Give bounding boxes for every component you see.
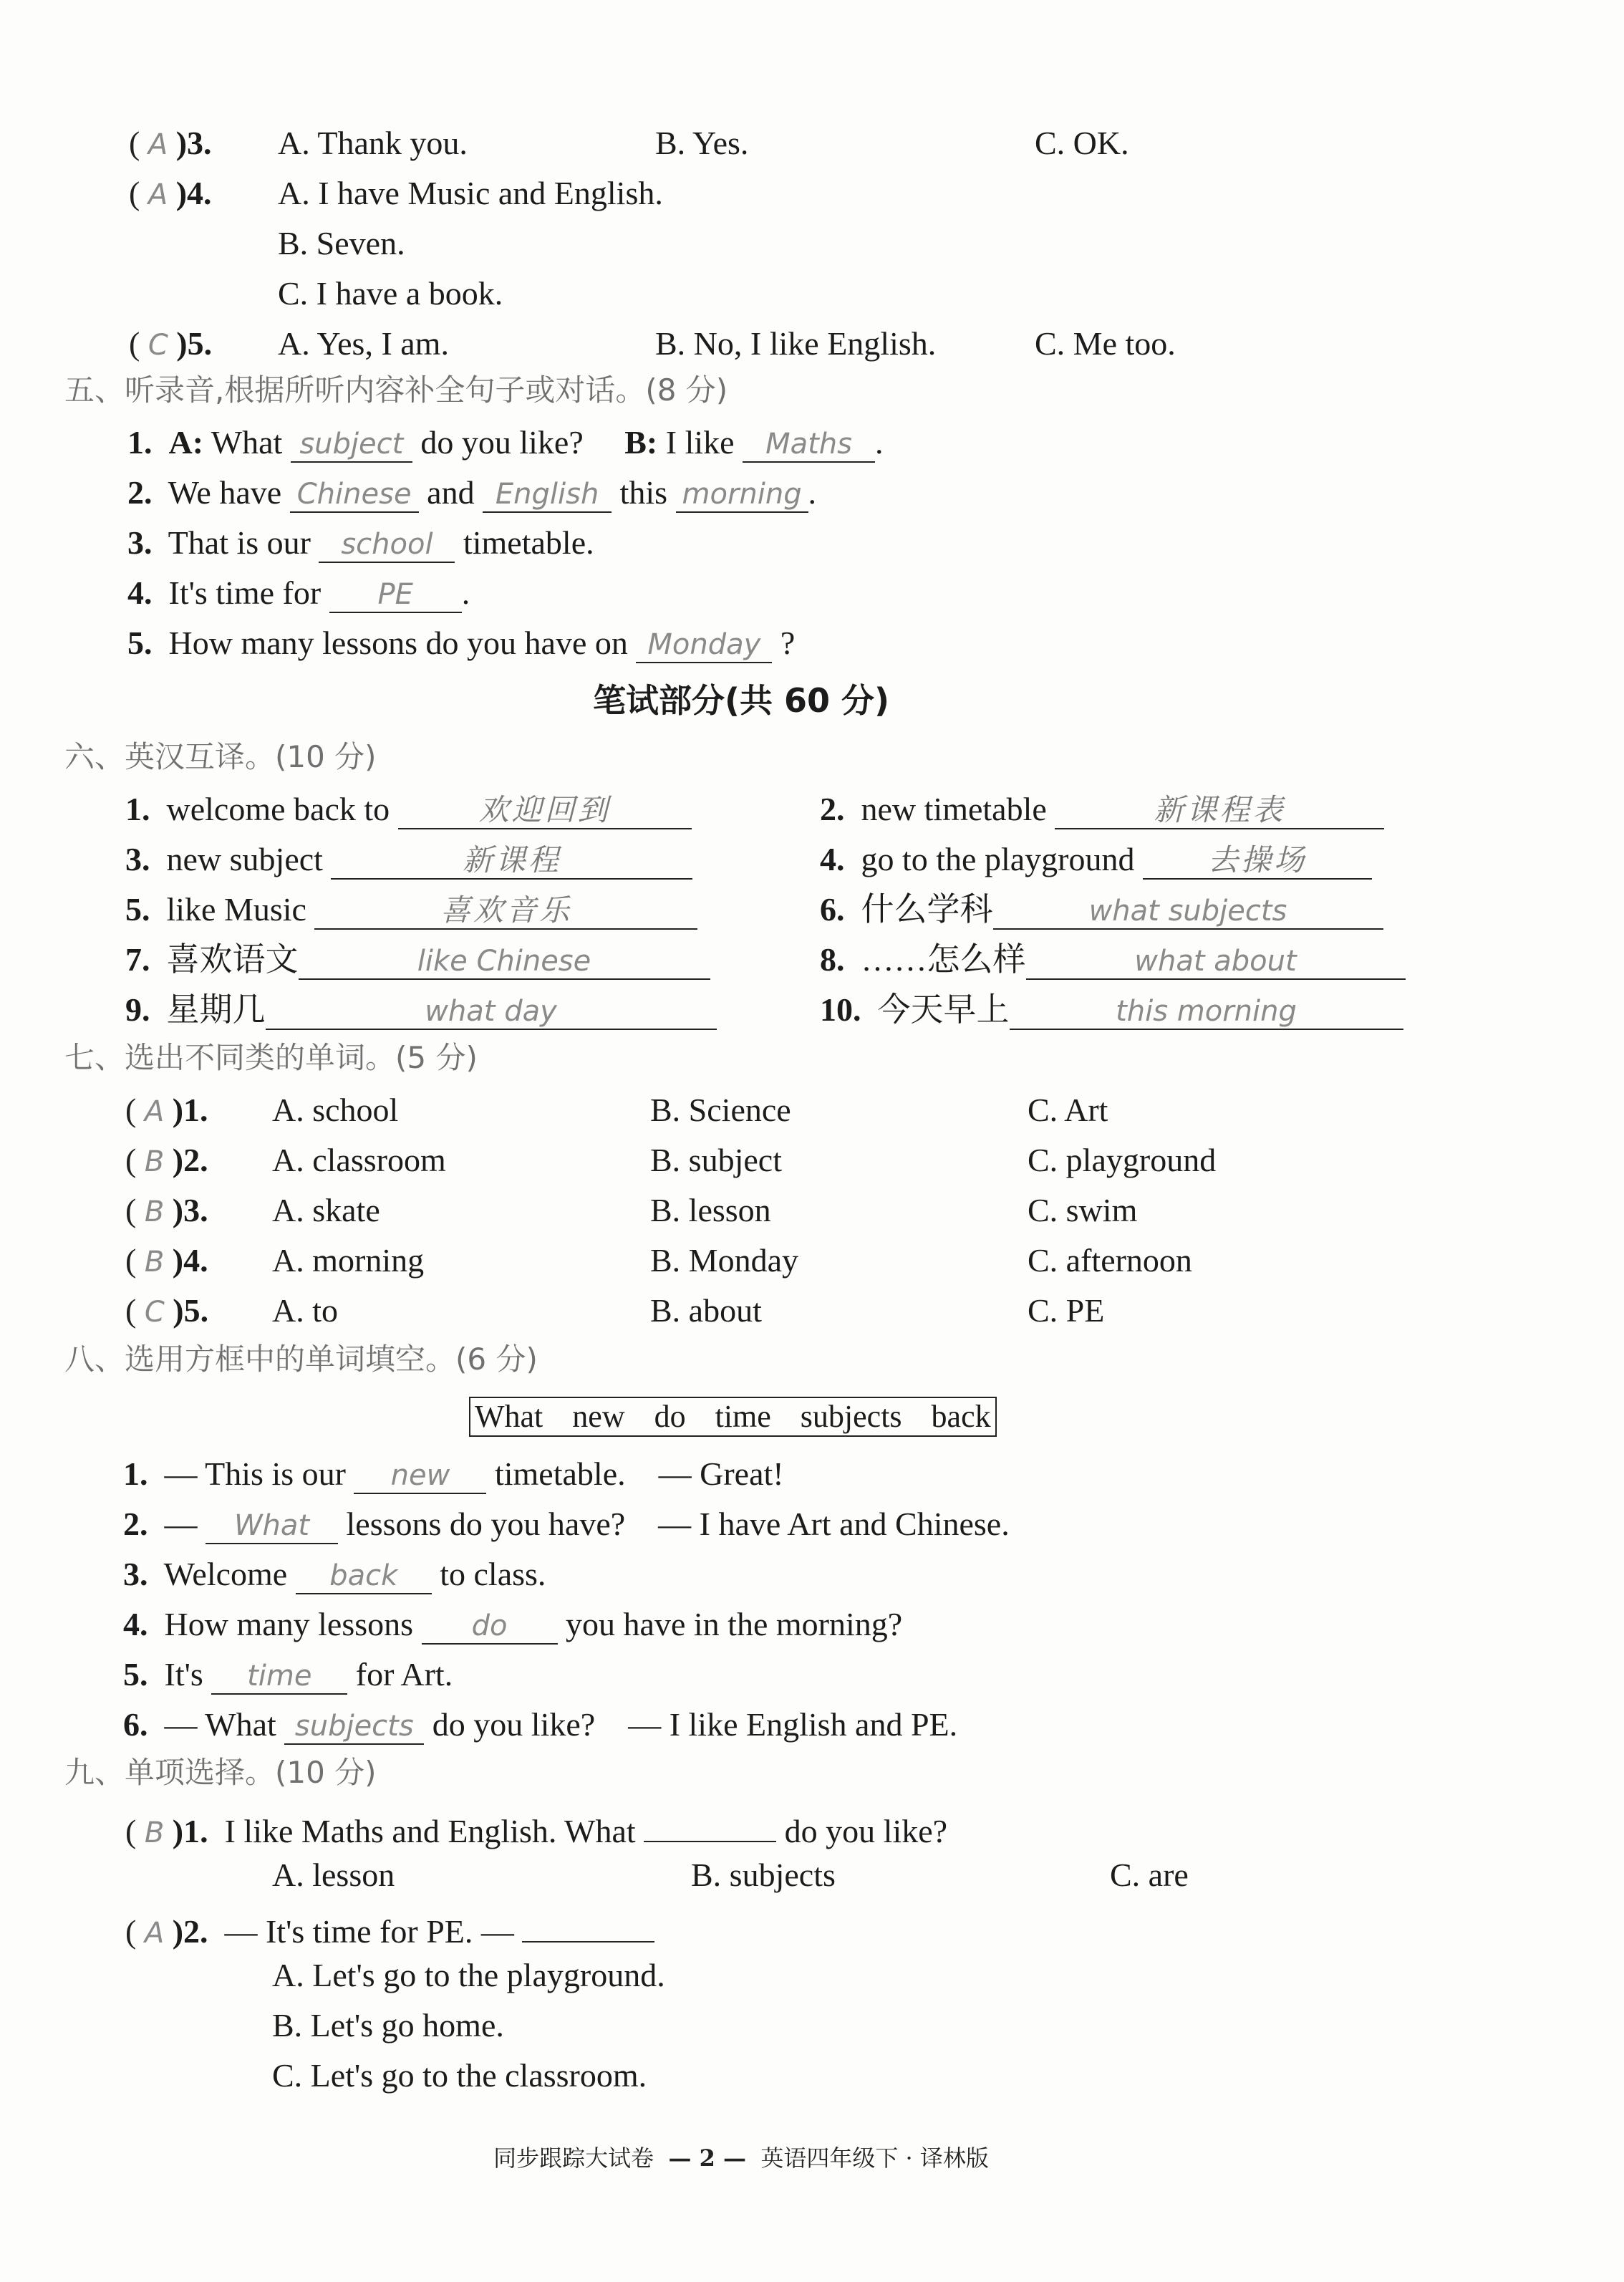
- s9-question-1: ( B )1. I like Maths and English. What do you like?: [125, 1804, 947, 1854]
- s5-question-4: 4. It's time for PE .: [127, 572, 470, 615]
- s7-item-5: ( C )5.: [125, 1292, 209, 1329]
- section-6-title: 六、英汉互译。(10 分): [64, 739, 377, 774]
- s6-item-7: 7. 喜欢语文 like Chinese: [125, 938, 710, 981]
- s4-option-c: C. I have a book.: [278, 275, 503, 312]
- s4-answer: C: [148, 329, 168, 362]
- s8-question-2: 2. — What lessons do you have? — I have Art and Chinese.: [123, 1503, 1010, 1546]
- s6-item-8: 8. ……怎么样 what about: [820, 938, 1406, 981]
- fill-blank-answer: Maths: [765, 428, 852, 461]
- s7-option-c: C. swim: [1028, 1192, 1138, 1228]
- s4-option-a: A. Thank you.: [278, 125, 468, 161]
- s7-option-b: B. lesson: [650, 1192, 771, 1228]
- s7-option-a: A. skate: [272, 1192, 380, 1228]
- s7-option-b: B. subject: [650, 1142, 782, 1178]
- s6-item-1: 1. welcome back to 欢迎回到: [125, 788, 692, 831]
- s7-option-a: A. classroom: [272, 1142, 446, 1178]
- s4-option-c: C. Me too.: [1035, 325, 1176, 362]
- section-7-title: 七、选出不同类的单词。(5 分): [64, 1040, 478, 1075]
- word-bank-box: What new do time subjects back: [469, 1397, 997, 1437]
- fill-blank-answer: Monday: [647, 628, 761, 661]
- s7-item-3: ( B )3.: [125, 1192, 208, 1228]
- s7-item-4: ( B )4.: [125, 1242, 208, 1279]
- s4-option-b: B. No, I like English.: [655, 325, 937, 362]
- s6-item-10: 10. 今天早上 this morning: [820, 988, 1403, 1031]
- fill-blank-answer: school: [341, 528, 433, 561]
- s5-question-1: 1. A: What subject do you like? B: I like Maths .: [127, 421, 884, 464]
- s7-item-2: ( B )2.: [125, 1142, 208, 1178]
- fill-blank-answer: morning: [682, 478, 802, 511]
- s9-question-2: ( A )2. — It's time for PE. —: [125, 1904, 654, 1955]
- s4-answer: A: [148, 128, 168, 161]
- fill-blank-answer: Chinese: [296, 478, 412, 511]
- section-8-title: 八、选用方框中的单词填空。(6 分): [64, 1342, 538, 1377]
- s7-option-a: A. morning: [272, 1242, 425, 1279]
- s8-question-5: 5. It's time for Art.: [123, 1653, 453, 1696]
- s4-option-c: C. OK.: [1035, 125, 1129, 161]
- s9-option-c: C. are: [1110, 1857, 1189, 1893]
- s7-option-a: A. school: [272, 1092, 399, 1128]
- section-9-title: 九、单项选择。(10 分): [64, 1755, 377, 1790]
- s9-option-b: B. Let's go home.: [272, 2007, 504, 2043]
- s4-item-3: ( A )3.: [129, 125, 212, 161]
- s8-question-6: 6. — What subjects do you like? — I like English and PE.: [123, 1703, 957, 1746]
- s7-option-c: C. playground: [1028, 1142, 1217, 1178]
- s7-option-b: B. Monday: [650, 1242, 798, 1279]
- section-5-title: 五、听录音,根据所听内容补全句子或对话。(8 分): [64, 372, 728, 408]
- s6-item-4: 4. go to the playground 去操场: [820, 838, 1372, 881]
- s6-item-2: 2. new timetable 新课程表: [820, 788, 1384, 831]
- s5-question-2: 2. We have Chinese and English this morning .: [127, 471, 816, 514]
- s7-option-c: C. Art: [1028, 1092, 1108, 1128]
- fill-blank-answer: PE: [377, 578, 413, 611]
- s6-item-9: 9. 星期几 what day: [125, 988, 717, 1031]
- fill-blank-answer: subject: [299, 428, 404, 461]
- s7-option-b: B. Science: [650, 1092, 791, 1128]
- s9-option-c: C. Let's go to the classroom.: [272, 2057, 647, 2094]
- s8-question-1: 1. — This is our new timetable. — Great!: [123, 1453, 784, 1496]
- page-footer: 同步跟踪大试卷 — 2 — 英语四年级下 · 译林版: [493, 2144, 989, 2172]
- s6-item-6: 6. 什么学科 what subjects: [820, 888, 1383, 931]
- s7-option-c: C. afternoon: [1028, 1242, 1192, 1279]
- s4-option-a: A. I have Music and English.: [278, 175, 663, 211]
- s6-item-5: 5. like Music 喜欢音乐: [125, 888, 697, 931]
- s4-item-4: ( A )4.: [129, 175, 212, 211]
- written-part-title: 笔试部分(共 60 分): [592, 681, 890, 720]
- s4-option-a: A. Yes, I am.: [278, 325, 449, 362]
- s5-question-5: 5. How many lessons do you have on Monday ?: [127, 622, 795, 665]
- s6-item-3: 3. new subject 新课程: [125, 838, 692, 881]
- s8-question-4: 4. How many lessons do you have in the morning?: [123, 1603, 902, 1646]
- s7-option-a: A. to: [272, 1292, 338, 1329]
- s5-question-3: 3. That is our school timetable.: [127, 521, 594, 564]
- s9-option-a: A. Let's go to the playground.: [272, 1957, 665, 1993]
- s4-option-b: B. Yes.: [655, 125, 749, 161]
- s7-item-1: ( A )1.: [125, 1092, 208, 1128]
- s4-answer: A: [148, 178, 168, 211]
- s4-option-b: B. Seven.: [278, 225, 405, 261]
- s7-option-b: B. about: [650, 1292, 762, 1329]
- s9-option-a: A. lesson: [272, 1857, 395, 1893]
- fill-blank-answer: English: [495, 478, 599, 511]
- s9-option-b: B. subjects: [691, 1857, 836, 1893]
- s8-question-3: 3. Welcome back to class.: [123, 1553, 546, 1596]
- s4-item-5: ( C )5.: [129, 325, 213, 362]
- s7-option-c: C. PE: [1028, 1292, 1105, 1329]
